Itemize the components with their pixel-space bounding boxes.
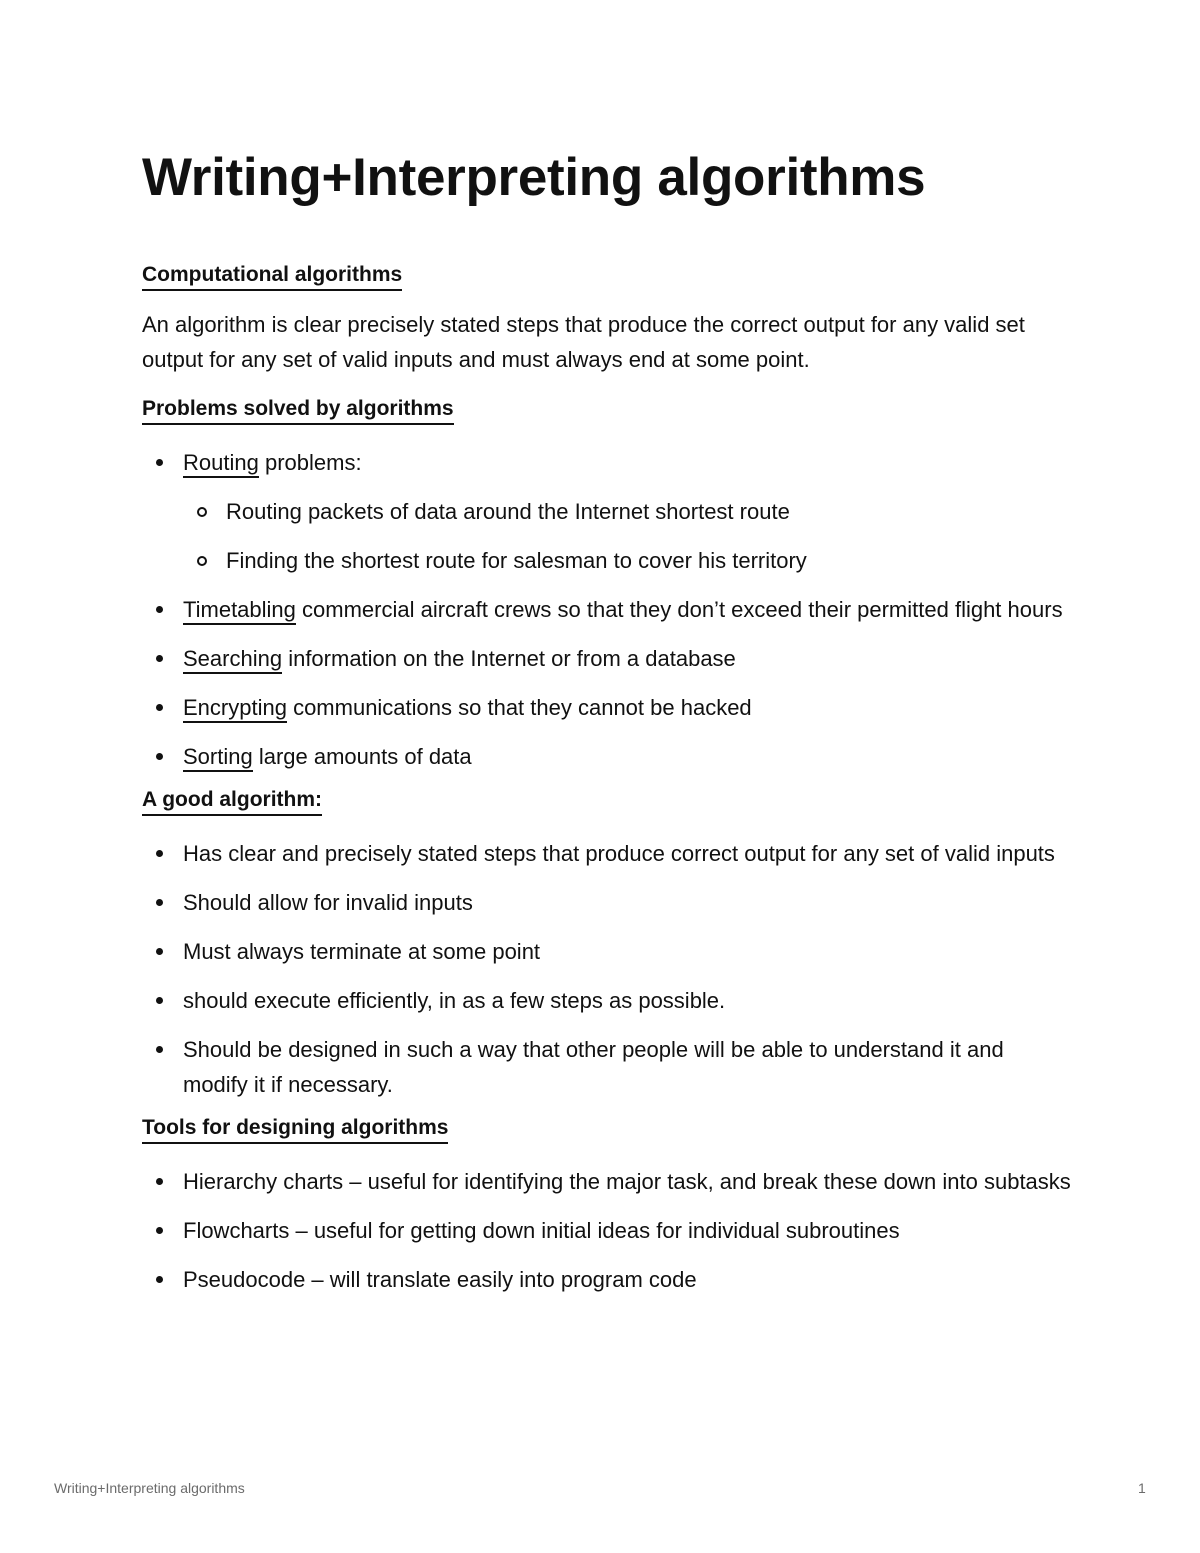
list-item: [142, 1032, 1072, 1102]
keyword-searching: Searching: [183, 646, 282, 674]
section-heading-tools: Tools for designing algorithms: [142, 1115, 448, 1144]
paragraph-computational: An algorithm is clear precisely stated steps that produce the correct output for any valid set output for any set of valid inputs and must always end at some point.: [142, 312, 1025, 372]
hollow-bullet-icon: [197, 507, 207, 517]
list-item: [142, 739, 1072, 774]
list-item: [142, 934, 1072, 969]
bullet-icon: [156, 606, 163, 613]
section-problems: [142, 396, 1072, 425]
document-page: [142, 146, 1072, 1297]
list-item-text: information on the Internet or from a database: [282, 646, 736, 671]
sub-list-item: [183, 494, 1072, 529]
sub-list-item-text: Routing packets of data around the Internet shortest route: [226, 499, 790, 524]
keyword-routing: Routing: [183, 450, 259, 478]
section-heading-problems: Problems solved by algorithms: [142, 396, 454, 425]
list-item: [142, 690, 1072, 725]
bullet-icon: [156, 1046, 163, 1053]
good-algorithm-list: [142, 836, 1072, 1102]
bullet-icon: [156, 1178, 163, 1185]
list-item-text: Must always terminate at some point: [183, 939, 541, 964]
bullet-icon: [156, 948, 163, 955]
list-item: [142, 592, 1072, 627]
list-item: [142, 1164, 1072, 1199]
sub-list-item: [183, 543, 1072, 578]
bullet-icon: [156, 459, 163, 466]
list-item: [142, 641, 1072, 676]
bullet-icon: [156, 704, 163, 711]
hollow-bullet-icon: [197, 556, 207, 566]
routing-sublist: [183, 494, 1072, 578]
section-tools: [142, 1115, 1072, 1144]
bullet-icon: [156, 1276, 163, 1283]
bullet-icon: [156, 997, 163, 1004]
footer-document-title: Writing+Interpreting algorithms: [54, 1480, 245, 1496]
sub-list-item-text: Finding the shortest route for salesman to cover his territory: [226, 548, 807, 573]
list-item-text: large amounts of data: [252, 744, 472, 769]
list-item-text: problems:: [258, 450, 362, 475]
bullet-icon: [156, 753, 163, 760]
page-title: Writing+Interpreting algorithms: [142, 148, 926, 207]
list-item-text: Hierarchy charts – useful for identifying the major task, and break these down into subtasks: [183, 1169, 1071, 1194]
list-item: [142, 983, 1072, 1018]
footer-page-number: 1: [1138, 1480, 1146, 1496]
list-item-text: Should be designed in such a way that other people will be able to understand it and modify it if necessary.: [183, 1037, 1004, 1097]
list-item-text: Flowcharts – useful for getting down initial ideas for individual subroutines: [183, 1218, 900, 1243]
list-item-text: communications so that they cannot be hacked: [286, 695, 752, 720]
section-computational: [142, 262, 1072, 291]
list-item: [142, 445, 1072, 578]
list-item: [142, 1262, 1072, 1297]
bullet-icon: [156, 655, 163, 662]
keyword-encrypting: Encrypting: [183, 695, 287, 723]
keyword-timetabling: Timetabling: [183, 597, 296, 625]
list-item: [142, 1213, 1072, 1248]
list-item-text: Has clear and precisely stated steps that produce correct output for any set of valid inputs: [183, 841, 1055, 866]
list-item-text: Should allow for invalid inputs: [183, 890, 473, 915]
list-item: [142, 885, 1072, 920]
bullet-icon: [156, 1227, 163, 1234]
section-heading-computational: Computational algorithms: [142, 262, 402, 291]
section-good: [142, 787, 1072, 816]
tools-list: [142, 1164, 1072, 1297]
list-item-text: Pseudocode – will translate easily into program code: [183, 1267, 697, 1292]
section-heading-good: A good algorithm:: [142, 787, 322, 816]
list-item: [142, 836, 1072, 871]
problems-list: [142, 445, 1072, 774]
bullet-icon: [156, 850, 163, 857]
list-item-text: commercial aircraft crews so that they don’t exceed their permitted flight hours: [295, 597, 1063, 622]
list-item-text: should execute efficiently, in as a few steps as possible.: [183, 988, 726, 1013]
keyword-sorting: Sorting: [183, 744, 253, 772]
bullet-icon: [156, 899, 163, 906]
